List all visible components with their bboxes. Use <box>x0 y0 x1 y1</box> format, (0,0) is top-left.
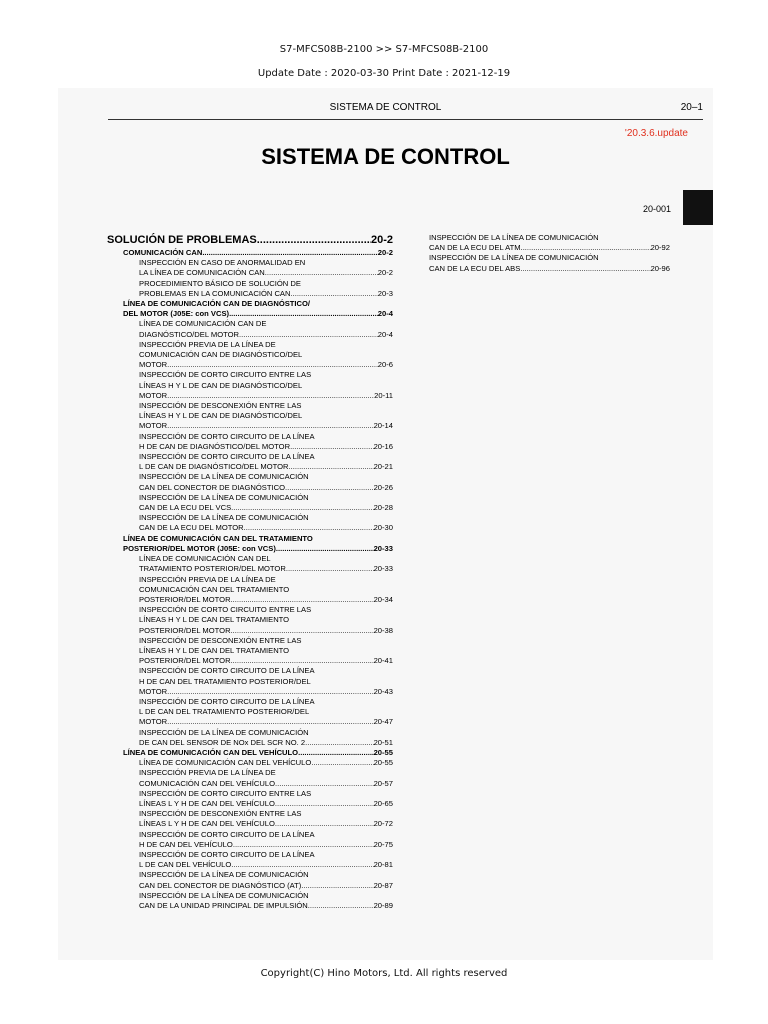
toc-entry[interactable] <box>429 233 670 253</box>
toc-entry-line: CAN DE LA UNIDAD PRINCIPAL DE IMPULSIÓN <box>139 901 308 910</box>
toc-entry-line: DIAGNÓSTICO/DEL MOTOR <box>139 329 239 339</box>
toc-entry[interactable] <box>107 666 393 697</box>
toc-page-number: 20-2 <box>377 248 393 257</box>
toc-entry-line: LÍNEA DE COMUNICACIÓN CAN DE <box>139 319 267 329</box>
toc-page-number: 20-21 <box>373 462 393 472</box>
toc-entry[interactable] <box>107 758 393 768</box>
toc-entry[interactable] <box>107 340 393 371</box>
toc-page-number: 20-3 <box>377 288 393 298</box>
toc-page-number: 20-72 <box>373 819 393 829</box>
toc-page-number: 20-55 <box>373 758 393 768</box>
toc-entry-line: LÍNEA DE COMUNICACIÓN CAN DEL VEHÍCULO <box>139 758 312 768</box>
toc-page-number: 20-81 <box>373 860 393 870</box>
toc-page-number: 20-51 <box>373 737 393 747</box>
toc-entry-line: INSPECCIÓN DE DESCONEXIÓN ENTRE LAS <box>139 809 302 819</box>
toc-entry-line: INSPECCIÓN DE LA LÍNEA DE COMUNICACIÓN <box>139 890 309 900</box>
toc-page-number: 20-75 <box>373 839 393 849</box>
toc-entry-line: INSPECCIÓN DE LA LÍNEA DE COMUNICACIÓN <box>139 513 309 523</box>
toc-entry-line: LÍNEAS L Y H DE CAN DEL VEHÍCULO <box>139 819 275 829</box>
toc-page-number: 20-26 <box>373 482 393 492</box>
toc-entry-line: LÍNEA DE COMUNICACIÓN CAN DEL VEHÍCULO <box>123 747 299 757</box>
toc-entry-line: L DE CAN DEL TRATAMIENTO POSTERIOR/DEL <box>139 707 310 717</box>
toc-page-number: 20-33 <box>373 564 393 574</box>
toc-entry-line: INSPECCIÓN PREVIA DE LA LÍNEA DE <box>139 574 276 584</box>
toc-entry[interactable] <box>107 850 393 870</box>
toc-entry-line: COMUNICACIÓN CAN DEL TRATAMIENTO <box>139 584 290 594</box>
dot-leader <box>290 289 377 299</box>
toc-entry-line: L DE CAN DE DIAGNÓSTICO/DEL MOTOR <box>139 462 289 472</box>
toc-entry-line: MOTOR <box>139 686 168 696</box>
toc-entry[interactable] <box>107 605 393 636</box>
toc-entry-line: INSPECCIÓN DE CORTO CIRCUITO DE LA LÍNEA <box>139 849 315 859</box>
toc-entry-line: COMUNICACIÓN CAN DE DIAGNÓSTICO/DEL <box>139 350 303 360</box>
toc-entry-line: INSPECCIÓN DE CORTO CIRCUITO ENTRE LAS <box>139 788 312 798</box>
toc-entry-line: H DE CAN DE DIAGNÓSTICO/DEL MOTOR <box>139 441 291 451</box>
toc-entry-line: LÍNEA DE COMUNICACIÓN CAN DEL TRATAMIENTO <box>123 533 313 543</box>
toc-entry-line: INSPECCIÓN DE CORTO CIRCUITO ENTRE LAS <box>139 370 312 380</box>
dot-leader <box>167 391 374 401</box>
dot-leader <box>285 483 374 493</box>
toc-entry-line: CAN DE LA ECU DEL ATM <box>429 243 521 253</box>
toc-page-number: 20-30 <box>373 523 393 533</box>
dot-leader <box>289 462 374 472</box>
toc-entry-line: PROBLEMAS EN LA COMUNICACIÓN CAN <box>139 288 291 298</box>
running-header-page: 20–1 <box>680 102 703 113</box>
toc-page-number: 20-14 <box>373 421 393 431</box>
dot-leader <box>244 523 374 533</box>
toc-page-number: 20-47 <box>373 717 393 727</box>
toc-page-number: 20-43 <box>373 686 393 696</box>
toc-page-number: 20-16 <box>373 441 393 451</box>
toc-entry-line: INSPECCIÓN DE CORTO CIRCUITO ENTRE LAS <box>139 605 312 615</box>
toc-page-number: 20-2 <box>377 268 393 278</box>
toc-entry[interactable] <box>107 728 393 748</box>
dot-leader <box>233 840 374 850</box>
toc-page-number: 20-2 <box>370 234 393 246</box>
dot-leader <box>311 758 373 768</box>
toc-entry-line: LÍNEA DE COMUNICACIÓN CAN DE DIAGNÓSTICO/ <box>123 299 311 309</box>
toc-entry-line: CAN DE LA ECU DEL ABS <box>429 263 521 273</box>
dot-leader <box>231 503 373 513</box>
toc-page-number: 20-6 <box>377 360 393 370</box>
toc-entry-line: L DE CAN DEL VEHÍCULO <box>139 860 232 870</box>
toc-entry-line: POSTERIOR/DEL MOTOR <box>139 625 231 635</box>
dot-leader <box>231 656 374 666</box>
toc-entry[interactable] <box>107 809 393 829</box>
toc-entry[interactable] <box>107 748 393 758</box>
dot-leader <box>308 901 374 911</box>
toc-entry-line: INSPECCIÓN DE CORTO CIRCUITO DE LA LÍNEA <box>139 829 315 839</box>
toc-entry-line: INSPECCIÓN DE LA LÍNEA DE COMUNICACIÓN <box>139 727 309 737</box>
toc-page-number: 20-87 <box>373 880 393 890</box>
toc-entry-line: CAN DE LA ECU DEL MOTOR <box>139 523 244 533</box>
toc-entry-line: INSPECCIÓN PREVIA DE LA LÍNEA DE <box>139 768 276 778</box>
toc-page-number: 20-11 <box>374 390 393 400</box>
toc-entry[interactable] <box>107 697 393 728</box>
copyright: Copyright(C) Hino Motors, Ltd. All rights reserved <box>260 968 508 979</box>
dot-leader <box>298 748 373 758</box>
toc-entry[interactable] <box>107 452 393 472</box>
dot-leader <box>275 819 374 829</box>
toc-entry-line: INSPECCIÓN DE CORTO CIRCUITO DE LA LÍNEA <box>139 431 315 441</box>
toc-entry-line: PROCEDIMIENTO BÁSICO DE SOLUCIÓN DE <box>139 278 301 288</box>
dot-leader <box>167 717 373 727</box>
toc-entry-line: DEL MOTOR (J05E: con VCS) <box>123 309 230 319</box>
toc-entry-line: LÍNEA DE COMUNICACIÓN CAN DEL <box>139 554 271 564</box>
toc-page-number: 20-55 <box>373 747 393 757</box>
toc-entry[interactable] <box>107 472 393 492</box>
toc-entry-line: MOTOR <box>139 717 168 727</box>
dot-leader <box>521 243 651 253</box>
dot-leader <box>231 626 374 636</box>
running-header-title: SISTEMA DE CONTROL <box>329 102 442 113</box>
toc-entry[interactable] <box>107 830 393 850</box>
update-note: '20.3.6.update <box>624 128 688 139</box>
toc-page-number: 20-33 <box>373 543 393 553</box>
toc-entry-line: POSTERIOR/DEL MOTOR <box>139 656 231 666</box>
toc-page-number: 20-92 <box>650 243 670 253</box>
toc-entry[interactable] <box>107 891 393 911</box>
toc-entry-line: TRATAMIENTO POSTERIOR/DEL MOTOR <box>139 564 286 574</box>
toc-entry[interactable] <box>107 493 393 513</box>
dot-leader <box>167 360 378 370</box>
toc-page-number: 20-65 <box>373 798 393 808</box>
page-title: SISTEMA DE CONTROL <box>261 144 510 169</box>
toc-page-number: 20-38 <box>373 625 393 635</box>
toc-entry-line: INSPECCIÓN DE LA LÍNEA DE COMUNICACIÓN <box>139 472 309 482</box>
dot-leader <box>276 544 374 554</box>
toc-entry[interactable] <box>107 370 393 401</box>
section-code: 20-001 <box>642 204 671 214</box>
toc-entry-line: COMUNICACIÓN CAN <box>123 248 203 257</box>
toc-entry-line: LÍNEAS H Y L DE CAN DEL TRATAMIENTO <box>139 615 290 625</box>
toc-entry-line: INSPECCIÓN PREVIA DE LA LÍNEA DE <box>139 339 276 349</box>
toc-entry-line: INSPECCIÓN DE LA LÍNEA DE COMUNICACIÓN <box>429 233 599 242</box>
dot-leader <box>239 330 378 340</box>
toc-entry[interactable] <box>107 554 393 574</box>
toc-page-number: 20-34 <box>373 594 393 604</box>
toc-entry-line: INSPECCIÓN DE LA LÍNEA DE COMUNICACIÓN <box>139 870 309 880</box>
dot-leader <box>231 860 373 870</box>
toc-entry-line: POSTERIOR/DEL MOTOR (J05E: con VCS) <box>123 543 276 553</box>
toc-entry-line: H DE CAN DEL VEHÍCULO <box>139 839 233 849</box>
toc-entry[interactable] <box>107 575 393 606</box>
dot-leader <box>265 268 378 278</box>
toc-entry-line: POSTERIOR/DEL MOTOR <box>139 594 231 604</box>
toc-entry[interactable] <box>107 279 393 299</box>
toc-entry-line: LÍNEAS H Y L DE CAN DEL TRATAMIENTO <box>139 645 290 655</box>
toc-entry-line: LÍNEAS H Y L DE CAN DE DIAGNÓSTICO/DEL <box>139 411 303 421</box>
toc-left-column <box>107 233 393 911</box>
dot-leader <box>290 442 374 452</box>
toc-entry[interactable] <box>107 233 393 247</box>
toc-entry-line: CAN DEL CONECTOR DE DIAGNÓSTICO <box>139 482 285 492</box>
toc-page-number: 20-57 <box>373 778 393 788</box>
toc-entry-line: LA LÍNEA DE COMUNICACIÓN CAN <box>139 268 265 278</box>
toc-page-number: 20-41 <box>373 656 393 666</box>
toc-entry-line: LÍNEAS L Y H DE CAN DEL VEHÍCULO <box>139 798 275 808</box>
toc-entry-line: INSPECCIÓN DE CORTO CIRCUITO DE LA LÍNEA <box>139 666 315 676</box>
toc-entry[interactable] <box>107 870 393 890</box>
dot-leader <box>520 264 650 274</box>
toc-entry[interactable] <box>107 432 393 452</box>
dot-leader <box>275 779 374 789</box>
dot-leader <box>231 595 374 605</box>
toc-entry[interactable] <box>107 636 393 667</box>
toc-page-number: 20-4 <box>377 309 393 319</box>
toc-entry[interactable] <box>107 534 393 554</box>
toc-entry-line: INSPECCIÓN DE LA LÍNEA DE COMUNICACIÓN <box>139 492 309 502</box>
toc-entry-line: CAN DEL CONECTOR DE DIAGNÓSTICO (AT) <box>139 880 302 890</box>
toc-entry[interactable] <box>107 789 393 809</box>
toc-page-number: 20-96 <box>650 263 670 273</box>
toc-entry-line: INSPECCIÓN DE CORTO CIRCUITO DE LA LÍNEA <box>139 452 315 462</box>
dot-leader <box>167 421 373 431</box>
toc-entry-line: COMUNICACIÓN CAN DEL VEHÍCULO <box>139 778 276 788</box>
toc-entry[interactable] <box>107 319 393 339</box>
toc-entry[interactable] <box>107 401 393 432</box>
toc-entry-line: INSPECCIÓN DE LA LÍNEA DE COMUNICACIÓN <box>429 253 599 263</box>
dot-leader <box>257 233 371 247</box>
dot-leader <box>275 799 374 809</box>
dot-leader <box>229 309 378 319</box>
toc-page-number: 20-4 <box>377 329 393 339</box>
toc-entry-line: MOTOR <box>139 360 168 370</box>
toc-entry-line: INSPECCIÓN DE DESCONEXIÓN ENTRE LAS <box>139 401 302 411</box>
toc-entry[interactable] <box>107 513 393 533</box>
toc-right-column <box>429 233 670 274</box>
toc-entry[interactable] <box>107 299 393 319</box>
toc-entry-line: LÍNEAS H Y L DE CAN DE DIAGNÓSTICO/DEL <box>139 380 303 390</box>
dot-leader <box>286 564 374 574</box>
toc-entry-line: MOTOR <box>139 390 168 400</box>
toc-entry[interactable] <box>107 248 393 258</box>
toc-page-number: 20-28 <box>373 503 393 513</box>
toc-entry-line: INSPECCIÓN EN CASO DE ANORMALIDAD EN <box>139 258 306 268</box>
toc-entry-line: INSPECCIÓN DE DESCONEXIÓN ENTRE LAS <box>139 635 302 645</box>
toc-entry-line: INSPECCIÓN DE CORTO CIRCUITO DE LA LÍNEA <box>139 696 315 706</box>
toc-entry-line: H DE CAN DEL TRATAMIENTO POSTERIOR/DEL <box>139 676 311 686</box>
dot-leader <box>305 738 373 748</box>
toc-entry[interactable] <box>107 258 393 278</box>
document-id: S7-MFCS08B-2100 >> S7-MFCS08B-2100 <box>279 44 489 55</box>
toc-entry[interactable] <box>429 253 670 273</box>
document-dates: Update Date : 2020-03-30 Print Date : 2021-12-19 <box>257 68 511 79</box>
toc-page-number: 20-89 <box>373 901 393 910</box>
toc-entry-line: DE CAN DEL SENSOR DE NOx DEL SCR NO. 2 <box>139 737 306 747</box>
dot-leader <box>202 248 377 258</box>
toc-entry-line: MOTOR <box>139 421 168 431</box>
dot-leader <box>167 687 373 697</box>
toc-entry-line: CAN DE LA ECU DEL VCS <box>139 503 232 513</box>
section-tab-marker <box>683 190 713 225</box>
header-rule <box>108 119 703 120</box>
toc-entry-line: SOLUCIÓN DE PROBLEMAS <box>107 234 257 246</box>
dot-leader <box>301 881 373 891</box>
toc-entry[interactable] <box>107 768 393 788</box>
